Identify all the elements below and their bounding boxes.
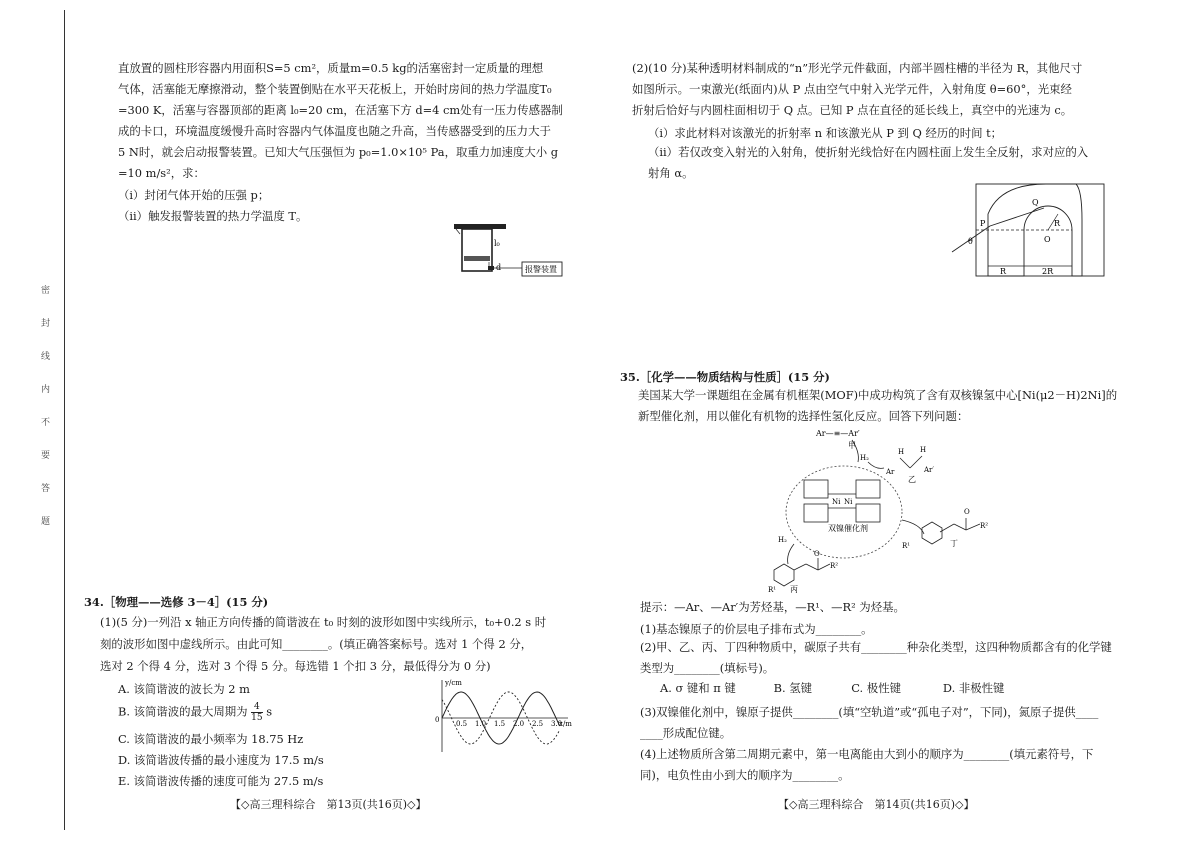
compound-ding (902, 508, 988, 550)
catalyst-circle (786, 466, 902, 558)
compound-bing (768, 550, 838, 594)
label-Q: Q (1032, 198, 1039, 207)
q35-intro: 美国某大学一课题组在金属有机框架(MOF)中成功构筑了含有双核镍氢中心[Ni(μ2－H)2Ni]的 新型催化剂，用以催化有机物的选择性氢化反应。回答下列问题： (638, 388, 1118, 423)
piston (464, 256, 490, 261)
compound-bing-label: 丙 (790, 585, 798, 594)
compound-jia-label: 甲 (848, 441, 856, 450)
q34-part2: (2)(10 分)某种透明材料制成的“n”形光学元件截面，内部半圆柱槽的半径为 R，其他尺寸 如图所示。一束激光(纸面内)从 P 点由空气中射入光学元件，入射角度 θ=60°，光束经 折射后恰好与内圆柱面相切于 Q 点。已知 P 点在直径的延长线上，真空中的光速为 c。 (632, 61, 1083, 117)
footer-right: 【◇高三理科综合 第14页(共16页)◇】 (778, 798, 975, 811)
ni-right: Ni (844, 498, 853, 506)
q34-option-e: E. 该简谐波传播的速度可能为 27.5 m/s (118, 774, 324, 788)
optics-figure (948, 180, 1108, 284)
q34-part2-ii: （ⅱ）若仅改变入射光的入射角，使折射光线恰好在内圆柱面上发生全反射，求对应的入 射角 α。 (648, 145, 1089, 180)
svg-text:H: H (898, 448, 905, 456)
label-O: O (1044, 235, 1051, 244)
svg-text:R¹: R¹ (902, 542, 911, 550)
wave-y-label: y/cm (445, 679, 462, 687)
wave-tick-label: 2.0 (513, 720, 525, 728)
reaction-scheme (768, 424, 1002, 594)
label-P: P (980, 219, 986, 228)
catalyst-structure (804, 480, 880, 522)
q34-title: 34.［物理——选修 3－4］(15 分) (84, 595, 269, 609)
q35-part2-options: A. σ 键和 π 键 B. 氢键 C. 极性键 D. 非极性键 (660, 681, 1005, 695)
label-R-radius: R (1054, 219, 1061, 228)
wave-tick-label: 3.0 (551, 720, 563, 728)
label-theta: θ (968, 237, 973, 246)
wave-x-label: x/m (559, 720, 572, 728)
h2-bottom: H₂ (778, 536, 787, 544)
sensor (488, 266, 494, 270)
q35-part1: (1)基态镍原子的价层电子排布式为________。 (640, 622, 873, 636)
q35-part4: (4)上述物质所含第二周期元素中，第一电离能由大到小的顺序为________(填元素符号，下 同)，电负性由小到大的顺序为________。 (640, 747, 1094, 782)
q34-option-c: C. 该简谐波的最小频率为 18.75 Hz (118, 732, 304, 746)
q33-part-ii: （ⅱ）触发报警装置的热力学温度 T。 (118, 209, 308, 223)
compound-yi-label: 乙 (908, 475, 916, 484)
wave-tick-label: 0.5 (456, 720, 468, 728)
label-R-bottom: R (1000, 267, 1007, 276)
q34-part2-i: （ⅰ）求此材料对该激光的折射率 n 和该激光从 P 到 Q 经历的时间 t； (648, 126, 1003, 140)
q34-option-a: A. 该简谐波的波长为 2 m (118, 682, 250, 696)
q33-intro: 直放置的圆柱形容器内用面积S=5 cm²，质量m=0.5 kg的活塞密封一定质量的理想 气体，活塞能无摩擦滑动，整个装置倒贴在水平天花板上，开始时房间的热力学温度T₀ =300 K，活塞与容器顶部的距离 l₀=20 cm，在活塞下方 d=4 cm处有一压力传感器制 成的卡口，环境温度缓慢升高时容器内气体温度也随之升高，当传感器受到的压力大于 5 N时，就会启动报警装置。已知大气压强恒为 p₀=1.0×10⁵ Pa，取重力加速度大小 g =10 m/s²，求： (118, 61, 563, 180)
svg-text:Ar′: Ar′ (924, 466, 934, 474)
wave-origin: 0 (435, 716, 440, 724)
q35-part3: (3)双镍催化剂中，镍原子提供________(填“空轨道”或“孤电子对”，下同)，氮原子提供____ ____形成配位键。 (640, 705, 1099, 740)
compound-jia-formula: Ar—≡—Ar′ (816, 429, 860, 438)
wave-figure (428, 676, 578, 756)
svg-text:Ar: Ar (886, 468, 895, 476)
d-label: d (496, 263, 502, 272)
wave-tick-label: 2.5 (532, 720, 544, 728)
label-2R: 2R (1042, 267, 1054, 276)
q33-figure (448, 222, 568, 284)
footer-left: 【◇高三理科综合 第13页(共16页)◇】 (230, 798, 427, 811)
ni-left: Ni (832, 498, 841, 506)
q34-option-d: D. 该简谐波传播的最小速度为 17.5 m/s (118, 753, 324, 767)
l0-label: l₀ (494, 239, 500, 248)
svg-text:O: O (814, 550, 820, 558)
q34-part1: (1)(5 分)一列沿 x 轴正方向传播的简谐波在 t₀ 时刻的波形如图中实线所示，t₀+0.2 s 时 刻的波形如图中虚线所示。由此可知________。(填正确答案标号。选对 1 个得 2 分， 选对 2 个得 4 分，选对 3 个得 5 分。每选错 1 个扣 3 分，最低得分为 0 分) (100, 615, 547, 673)
binding-margin-text: 密封线内不要答题 (39, 285, 49, 549)
svg-text:R²: R² (830, 562, 839, 570)
binding-line (64, 10, 65, 830)
alarm-label: 报警装置 (525, 265, 557, 274)
container-wall (462, 229, 492, 271)
compound-ding-label: 丁 (950, 539, 958, 548)
svg-text:R²: R² (980, 522, 989, 530)
q34-option-b: B. 该简谐波的最大周期为 $\frac{4}{15}$ s (118, 702, 273, 723)
q35-hint: 提示：—Ar、—Ar′为芳烃基，—R¹、—R² 为烃基。 (640, 600, 905, 614)
svg-text:R¹: R¹ (768, 586, 777, 594)
compound-yi (885, 446, 934, 484)
q33-part-i: （ⅰ）封闭气体开始的压强 p； (118, 188, 270, 202)
q35-title: 35.［化学——物质结构与性质］(15 分) (620, 370, 830, 384)
catalyst-label: 双镍催化剂 (828, 524, 868, 533)
wave-tick-label: 1.0 (475, 720, 487, 728)
svg-text:O: O (964, 508, 970, 516)
right-page (600, 0, 1200, 849)
fraction: $\frac{4}{15}$ (251, 702, 263, 723)
h2-top: H₂ (860, 454, 869, 462)
q35-part2: (2)甲、乙、丙、丁四种物质中，碳原子共有________种杂化类型，这四种物质都含有的化学键 类型为________(填标号)。 (640, 640, 1112, 675)
wave-tick-label: 1.5 (494, 720, 506, 728)
svg-text:H: H (920, 446, 927, 454)
wave-ticks (456, 720, 562, 728)
